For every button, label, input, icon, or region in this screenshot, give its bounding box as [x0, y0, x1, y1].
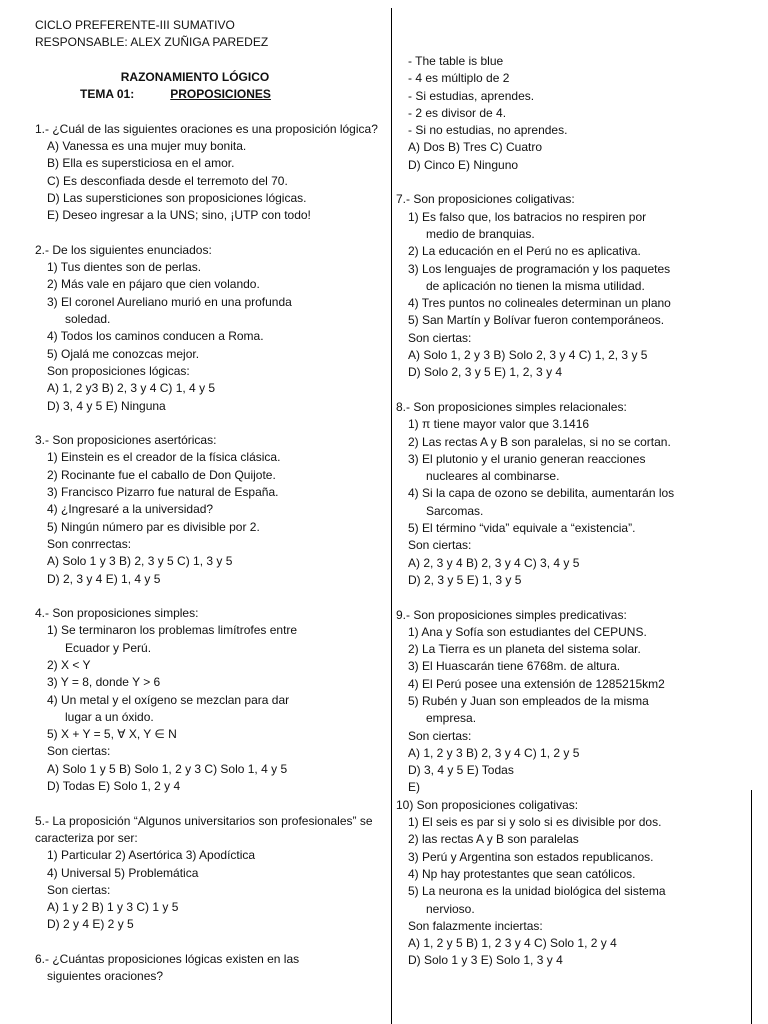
- text-line: 2) La educación en el Perú no es aplicativa.: [408, 244, 641, 259]
- text-line: Son ciertas:: [408, 330, 472, 345]
- text-line: E) Deseo ingresar a la UNS; sino, ¡UTP con todo!: [47, 208, 311, 223]
- text-line: D) Solo 1 y 3 E) Solo 1, 3 y 4: [408, 953, 563, 968]
- text-line: caracteriza por ser:: [35, 830, 138, 845]
- text-line: 5) Ningún número par es divisible por 2.: [47, 519, 260, 534]
- text-line: 6.- ¿Cuántas proposiciones lógicas existen en las: [35, 952, 300, 967]
- text-line: 1) π tiene mayor valor que 3.1416: [408, 417, 590, 432]
- text-line: Son ciertas:: [408, 728, 472, 743]
- text-line: nervioso.: [426, 901, 475, 916]
- text-line: E): [408, 780, 420, 795]
- text-line: - Si no estudias, no aprendes.: [408, 123, 568, 138]
- text-line: 3) El Huascarán tiene 6768m. de altura.: [408, 659, 621, 674]
- text-line: 5) X + Y = 5, ∀ X, Y ∈ N: [47, 727, 177, 742]
- left-column: [35, 17, 390, 986]
- text-line: - Si estudias, aprendes.: [408, 88, 535, 103]
- left-questions: [35, 121, 390, 986]
- text-line: 3) Francisco Pizarro fue natural de España.: [47, 485, 279, 500]
- text-line: A) Solo 1, 2 y 3 B) Solo 2, 3 y 4 C) 1, 2, 3 y 5: [408, 348, 648, 363]
- text-line: Son ciertas:: [47, 882, 111, 897]
- text-line: 2) Rocinante fue el caballo de Don Quijote.: [47, 467, 276, 482]
- text-line: 2) X < Y: [47, 657, 91, 672]
- right-questions: [396, 53, 768, 970]
- document-title: RAZONAMIENTO LÓGICO: [120, 69, 270, 84]
- text-line: 4) Todos los caminos conducen a Roma.: [47, 329, 264, 344]
- text-line: A) 1 y 2 B) 1 y 3 C) 1 y 5: [47, 900, 179, 915]
- text-line: 4) ¿Ingresaré a la universidad?: [47, 502, 214, 517]
- text-line: D) 2, 3 y 5 E) 1, 3 y 5: [408, 572, 522, 587]
- text-line: 5) Rubén y Juan son empleados de la misma: [408, 693, 649, 708]
- tema-label: TEMA 01:: [80, 87, 135, 102]
- spacer: [35, 415, 390, 432]
- text-line: siguientes oraciones?: [47, 969, 164, 984]
- text-line: de aplicación no tienen la misma utilidad.: [426, 278, 645, 293]
- text-line: 3.- Son proposiciones asertóricas:: [35, 433, 217, 448]
- text-line: 3) Los lenguajes de programación y los paquetes: [408, 261, 671, 276]
- text-line: A) 1, 2 y3 B) 2, 3 y 4 C) 1, 4 y 5: [47, 381, 216, 396]
- text-line: 1) Es falso que, los batracios no respiren por: [408, 209, 647, 224]
- text-line: 4) El Perú posee una extensión de 1285215km2: [408, 676, 665, 691]
- text-line: 2) Las rectas A y B son paralelas, si no se cortan.: [408, 434, 671, 449]
- text-line: A) Solo 1 y 3 B) 2, 3 y 5 C) 1, 3 y 5: [47, 554, 233, 569]
- header-course: CICLO PREFERENTE-III SUMATIVO: [35, 18, 235, 32]
- text-line: 4) Np hay protestantes que sean católicos.: [408, 866, 636, 881]
- spacer: [35, 934, 390, 951]
- text-line: D) 3, 4 y 5 E) Todas: [408, 763, 514, 778]
- tema-topic: PROPOSICIONES: [170, 87, 271, 102]
- text-line: D) 2, 3 y 4 E) 1, 4 y 5: [47, 571, 161, 586]
- text-line: 9.- Son proposiciones simples predicativas:: [396, 607, 627, 622]
- text-line: 4) Si la capa de ozono se debilita, aumentarán los: [408, 486, 675, 501]
- text-line: 3) El plutonio y el uranio generan reacciones: [408, 451, 646, 466]
- right-column: [396, 53, 768, 970]
- text-line: 1) Particular 2) Asertórica 3) Apodíctica: [47, 848, 256, 863]
- spacer: [396, 589, 768, 606]
- spacer: [35, 588, 390, 605]
- text-line: A) Dos B) Tres C) Cuatro: [408, 140, 543, 155]
- text-line: 4) Tres puntos no colineales determinan un plano: [408, 296, 671, 311]
- text-line: D) Cinco E) Ninguno: [408, 157, 519, 172]
- text-line: 4.- Son proposiciones simples:: [35, 606, 199, 621]
- text-line: D) Todas E) Solo 1, 2 y 4: [47, 779, 181, 794]
- text-line: D) Solo 2, 3 y 5 E) 1, 2, 3 y 4: [408, 365, 563, 380]
- text-line: 1) Einstein es el creador de la física clásica.: [47, 450, 281, 465]
- text-line: - 4 es múltiplo de 2: [408, 71, 510, 86]
- text-line: 8.- Son proposiciones simples relacionales:: [396, 399, 627, 414]
- text-line: 3) El coronel Aureliano murió en una profunda: [47, 294, 292, 309]
- text-line: 5) La neurona es la unidad biológica del sistema: [408, 884, 666, 899]
- header-responsible: RESPONSABLE: ALEX ZUÑIGA PAREDEZ: [35, 35, 269, 50]
- text-line: 3) Perú y Argentina son estados republicanos.: [408, 849, 654, 864]
- text-line: 5) El término “vida” equivale a “existencia”.: [408, 521, 636, 536]
- text-line: 2) La Tierra es un planeta del sistema solar.: [408, 642, 641, 657]
- text-line: 5) San Martín y Bolívar fueron contemporáneos.: [408, 313, 665, 328]
- text-line: Son ciertas:: [408, 538, 472, 553]
- tema-heading: [35, 86, 390, 103]
- text-line: 5.- La proposición “Algunos universitarios son profesionales” se: [35, 813, 373, 828]
- text-line: soledad.: [65, 312, 111, 327]
- text-line: 4) Un metal y el oxígeno se mezclan para dar: [47, 692, 290, 707]
- text-line: 5) Ojalá me conozcas mejor.: [47, 346, 200, 361]
- text-line: - 2 es divisor de 4.: [408, 105, 507, 120]
- text-line: 1.- ¿Cuál de las siguientes oraciones es una proposición lógica?: [35, 121, 378, 136]
- text-line: B) Ella es supersticiosa en el amor.: [47, 156, 235, 171]
- text-line: 2.- De los siguientes enunciados:: [35, 242, 212, 257]
- text-line: 1) Tus dientes son de perlas.: [47, 260, 202, 275]
- text-line: D) 3, 4 y 5 E) Ninguna: [47, 398, 166, 413]
- text-line: 4) Universal 5) Problemática: [47, 865, 199, 880]
- text-line: Son conrrectas:: [47, 536, 132, 551]
- text-line: 7.- Son proposiciones coligativas:: [396, 192, 575, 207]
- text-line: 2) las rectas A y B son paralelas: [408, 832, 579, 847]
- text-line: empresa.: [426, 711, 477, 726]
- text-line: D) 2 y 4 E) 2 y 5: [47, 917, 134, 932]
- spacer: [396, 382, 768, 399]
- text-line: 10) Son proposiciones coligativas:: [396, 797, 579, 812]
- text-line: A) 2, 3 y 4 B) 2, 3 y 4 C) 3, 4 y 5: [408, 555, 580, 570]
- text-line: A) 1, 2 y 5 B) 1, 2 3 y 4 C) Solo 1, 2 y 4: [408, 936, 617, 951]
- text-line: lugar a un óxido.: [65, 709, 154, 724]
- text-line: Son ciertas:: [47, 744, 111, 759]
- text-line: - The table is blue: [408, 54, 504, 68]
- text-line: D) Las supersticiones son proposiciones lógicas.: [47, 190, 307, 205]
- text-line: 1) Se terminaron los problemas limítrofes entre: [47, 623, 298, 638]
- spacer: [35, 225, 390, 242]
- text-line: Ecuador y Perú.: [65, 640, 152, 655]
- text-line: 1) El seis es par si y solo si es divisible por dos.: [408, 815, 662, 830]
- text-line: Son proposiciones lógicas:: [47, 363, 190, 378]
- text-line: A) Vanessa es una mujer muy bonita.: [47, 139, 247, 154]
- text-line: Sarcomas.: [426, 503, 484, 518]
- text-line: 1) Ana y Sofía son estudiantes del CEPUNS.: [408, 624, 647, 639]
- text-line: C) Es desconfiada desde el terremoto del 70.: [47, 173, 288, 188]
- text-line: 3) Y = 8, donde Y > 6: [47, 675, 161, 690]
- text-line: 2) Más vale en pájaro que cien volando.: [47, 277, 260, 292]
- text-line: Son falazmente inciertas:: [408, 918, 543, 933]
- text-line: A) Solo 1 y 5 B) Solo 1, 2 y 3 C) Solo 1, 4 y 5: [47, 761, 288, 776]
- spacer: [35, 795, 390, 812]
- column-divider: [391, 8, 392, 1024]
- text-line: medio de branquias.: [426, 226, 535, 241]
- text-line: nucleares al combinarse.: [426, 469, 560, 484]
- text-line: A) 1, 2 y 3 B) 2, 3 y 4 C) 1, 2 y 5: [408, 745, 580, 760]
- spacer: [396, 174, 768, 191]
